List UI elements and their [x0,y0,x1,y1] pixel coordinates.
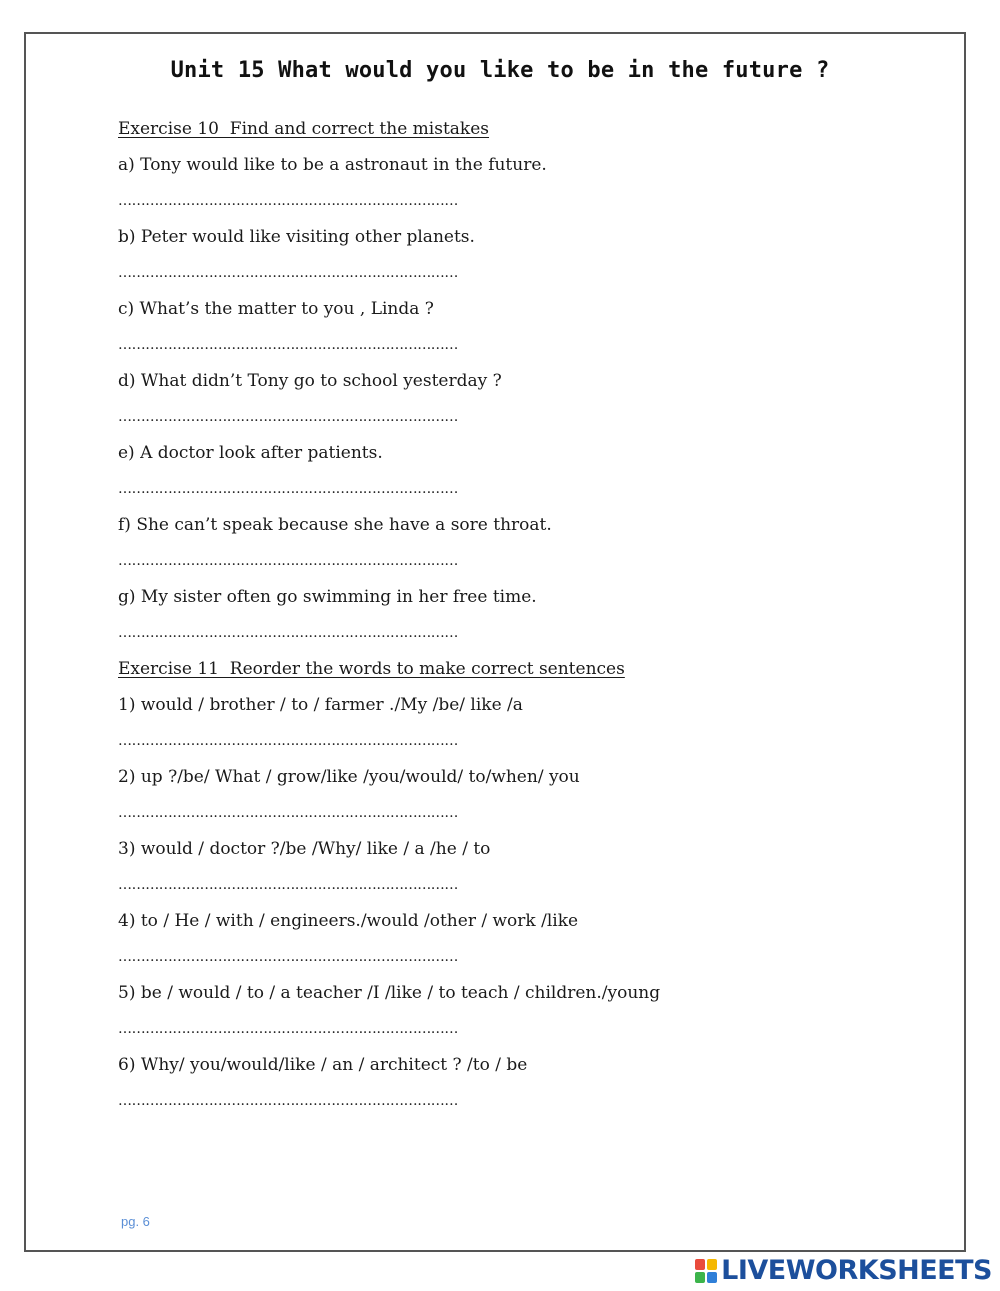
exercise-item [118,512,918,584]
answer-line[interactable]: ………………………………………………………………… [118,1093,459,1109]
exercise-item [118,692,918,764]
item-prompt: 1) would / brother / to / farmer ./My /be/ like /a [118,695,523,715]
item-prompt: 3) would / doctor ?/be /Why/ like / a /he / to [118,839,491,859]
answer-line[interactable]: ………………………………………………………………… [118,949,459,965]
exercise-item [118,152,918,224]
worksheet-content [118,116,918,1124]
item-prompt: f) She can’t speak because she have a sore throat. [118,515,552,535]
item-prompt: 4) to / He / with / engineers./would /other / work /like [118,911,579,931]
answer-line[interactable]: ………………………………………………………………… [118,877,459,893]
exercise-10 [118,116,918,656]
worksheet-title: Unit 15 What would you like to be in the future ? [170,58,830,83]
exercise-heading: Exercise 11 Reorder the words to make correct sentences [118,659,625,679]
logo-square-yellow [707,1259,717,1270]
exercise-item [118,584,918,656]
exercise-item [118,836,918,908]
answer-line[interactable]: ………………………………………………………………… [118,265,459,281]
answer-line[interactable]: ………………………………………………………………… [118,337,459,353]
answer-line[interactable]: ………………………………………………………………… [118,553,459,569]
logo-square-green [695,1272,705,1283]
answer-line[interactable]: ………………………………………………………………… [118,805,459,821]
logo-square-red [695,1259,705,1270]
answer-line[interactable]: ………………………………………………………………… [118,733,459,749]
page-number: pg. 6 [121,1214,150,1229]
exercise-item [118,296,918,368]
item-prompt: e) A doctor look after patients. [118,443,383,463]
answer-line[interactable]: ………………………………………………………………… [118,409,459,425]
item-prompt: b) Peter would like visiting other planets. [118,227,475,247]
item-prompt: d) What didn’t Tony go to school yesterday ? [118,371,502,391]
answer-line[interactable]: ………………………………………………………………… [118,481,459,497]
item-prompt: g) My sister often go swimming in her free time. [118,587,537,607]
answer-line[interactable]: ………………………………………………………………… [118,193,459,209]
exercise-heading: Exercise 10 Find and correct the mistakes [118,119,490,139]
item-prompt: 6) Why/ you/would/like / an / architect ? /to / be [118,1055,528,1075]
exercise-11 [118,656,918,1124]
exercise-item [118,764,918,836]
exercise-item [118,1052,918,1124]
liveworksheets-brand[interactable] [695,1256,992,1286]
answer-line[interactable]: ………………………………………………………………… [118,625,459,641]
answer-line[interactable]: ………………………………………………………………… [118,1021,459,1037]
exercise-item [118,224,918,296]
item-prompt: a) Tony would like to be a astronaut in the future. [118,155,547,175]
brand-name: LIVEWORKSHEETS [721,1255,992,1286]
exercise-item [118,368,918,440]
logo-square-blue [707,1272,717,1283]
item-prompt: c) What’s the matter to you , Linda ? [118,299,434,319]
exercise-item [118,440,918,512]
item-prompt: 2) up ?/be/ What / grow/like /you/would/ to/when/ you [118,767,580,787]
exercise-item [118,908,918,980]
liveworksheets-logo-icon [695,1259,717,1283]
item-prompt: 5) be / would / to / a teacher /I /like / to teach / children./young [118,983,661,1003]
exercise-item [118,980,918,1052]
